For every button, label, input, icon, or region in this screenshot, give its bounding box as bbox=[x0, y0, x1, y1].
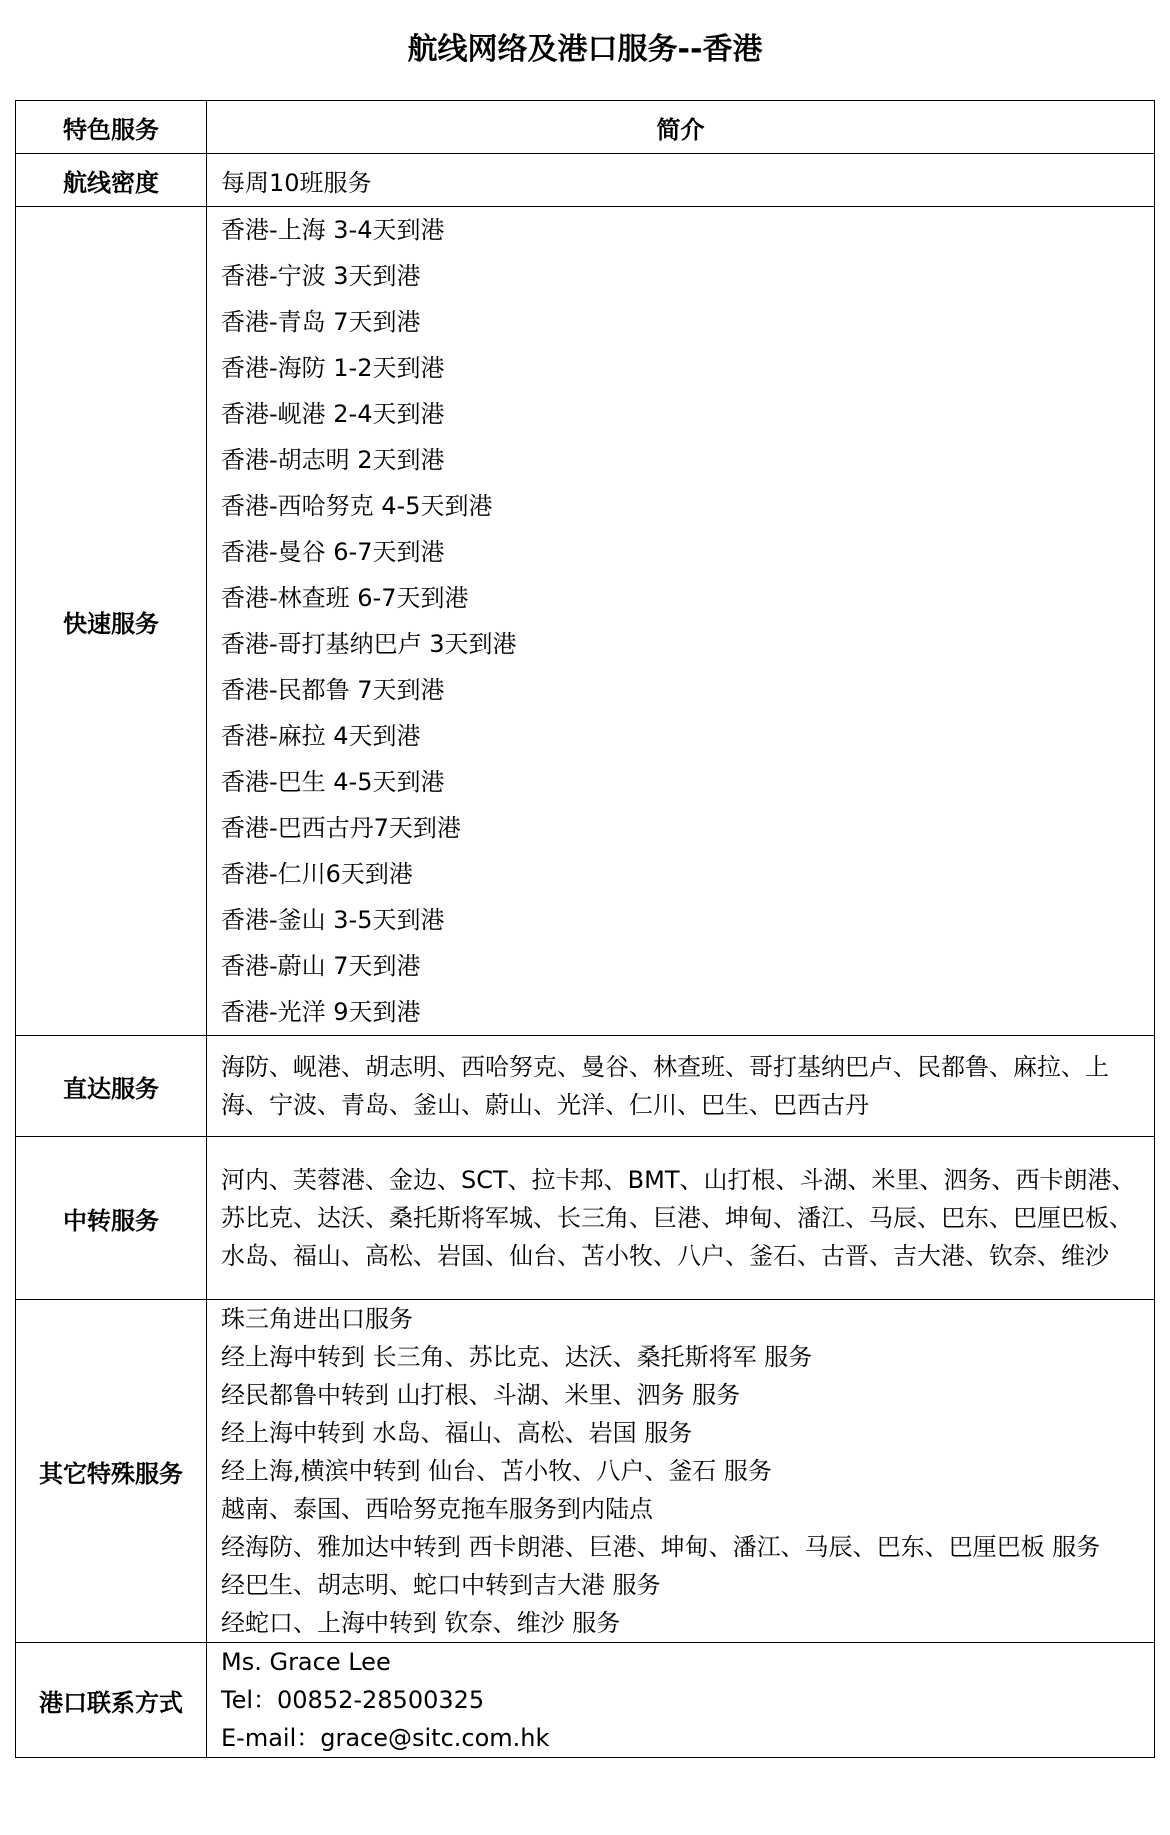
transfer-ports: 河内、芙蓉港、金边、SCT、拉卡邦、BMT、山打根、斗湖、米里、泗务、西卡朗港、苏比克、达沃、桑托斯将军城、长三角、巨港、坤甸、潘江、马辰、巴东、巴厘巴板、水岛、福山、高松、岩国、仙台、苫小牧、八户、釜石、古晋、吉大港、钦奈、维沙 bbox=[221, 1166, 1136, 1270]
fast-route-item: 香港-仁川6天到港 bbox=[221, 860, 413, 888]
table-row-fast bbox=[16, 207, 1155, 1036]
header-feature-service: 特色服务 bbox=[16, 101, 207, 154]
fast-route-item: 香港-哥打基纳巴卢 3天到港 bbox=[221, 630, 517, 658]
fast-route-item: 香港-上海 3-4天到港 bbox=[221, 216, 445, 244]
header-introduction: 简介 bbox=[207, 101, 1155, 154]
other-service-item: 经巴生、胡志明、蛇口中转到吉大港 服务 bbox=[221, 1571, 661, 1599]
fast-route-item: 香港-青岛 7天到港 bbox=[221, 308, 421, 336]
fast-route-item: 香港-巴西古丹7天到港 bbox=[221, 814, 461, 842]
row-label-density: 航线密度 bbox=[16, 154, 207, 207]
row-label-other: 其它特殊服务 bbox=[16, 1300, 207, 1643]
contact-phone: Tel：00852-28500325 bbox=[221, 1686, 485, 1714]
density-text bbox=[207, 154, 1155, 207]
fast-route-item: 香港-巴生 4-5天到港 bbox=[221, 768, 445, 796]
table-row-direct bbox=[16, 1036, 1155, 1137]
table-row-contact bbox=[16, 1643, 1155, 1758]
row-label-contact: 港口联系方式 bbox=[16, 1643, 207, 1758]
table-row-density bbox=[16, 154, 1155, 207]
table-row-other bbox=[16, 1300, 1155, 1643]
other-service-item: 越南、泰国、西哈努克拖车服务到内陆点 bbox=[221, 1495, 653, 1523]
fast-service-list bbox=[207, 207, 1155, 1036]
fast-route-item: 香港-宁波 3天到港 bbox=[221, 262, 421, 290]
other-service-item: 经上海,横滨中转到 仙台、苫小牧、八户、釜石 服务 bbox=[221, 1457, 772, 1485]
fast-route-item: 香港-林查班 6-7天到港 bbox=[221, 584, 469, 612]
other-service-item: 经民都鲁中转到 山打根、斗湖、米里、泗务 服务 bbox=[221, 1381, 741, 1409]
table-row-transfer bbox=[16, 1137, 1155, 1300]
fast-route-item: 香港-蔚山 7天到港 bbox=[221, 952, 421, 980]
fast-route-item: 香港-光洋 9天到港 bbox=[221, 998, 421, 1026]
page-title: 航线网络及港口服务--香港 bbox=[407, 32, 763, 67]
other-service-item: 经蛇口、上海中转到 钦奈、维沙 服务 bbox=[221, 1609, 621, 1637]
fast-route-item: 香港-釜山 3-5天到港 bbox=[221, 906, 445, 934]
fast-route-item: 香港-胡志明 2天到港 bbox=[221, 446, 445, 474]
row-label-fast: 快速服务 bbox=[16, 207, 207, 1036]
direct-ports: 海防、岘港、胡志明、西哈努克、曼谷、林查班、哥打基纳巴卢、民都鲁、麻拉、上海、宁波、青岛、釜山、蔚山、光洋、仁川、巴生、巴西古丹 bbox=[221, 1053, 1109, 1119]
fast-route-item: 香港-海防 1-2天到港 bbox=[221, 354, 445, 382]
fast-route-item: 香港-岘港 2-4天到港 bbox=[221, 400, 445, 428]
fast-route-item: 香港-民都鲁 7天到港 bbox=[221, 676, 445, 704]
other-service-item: 经上海中转到 长三角、苏比克、达沃、桑托斯将军 服务 bbox=[221, 1343, 813, 1371]
other-service-list bbox=[207, 1300, 1155, 1643]
row-label-transfer: 中转服务 bbox=[16, 1137, 207, 1300]
service-table bbox=[15, 100, 1155, 1758]
table-header-row bbox=[16, 101, 1155, 154]
fast-route-item: 香港-曼谷 6-7天到港 bbox=[221, 538, 445, 566]
other-service-item: 珠三角进出口服务 bbox=[221, 1305, 413, 1333]
fast-route-item: 香港-西哈努克 4-5天到港 bbox=[221, 492, 493, 520]
row-label-direct: 直达服务 bbox=[16, 1036, 207, 1137]
direct-service-text bbox=[207, 1036, 1155, 1137]
other-service-item: 经海防、雅加达中转到 西卡朗港、巨港、坤甸、潘江、马辰、巴东、巴厘巴板 服务 bbox=[221, 1533, 1101, 1561]
transfer-service-text bbox=[207, 1137, 1155, 1300]
contact-info bbox=[207, 1643, 1155, 1758]
contact-name: Ms. Grace Lee bbox=[221, 1648, 391, 1676]
fast-route-item: 香港-麻拉 4天到港 bbox=[221, 722, 421, 750]
contact-email[interactable]: E-mail：grace@sitc.com.hk bbox=[221, 1724, 550, 1752]
density-line: 每周10班服务 bbox=[221, 168, 372, 197]
other-service-item: 经上海中转到 水岛、福山、高松、岩国 服务 bbox=[221, 1419, 693, 1447]
